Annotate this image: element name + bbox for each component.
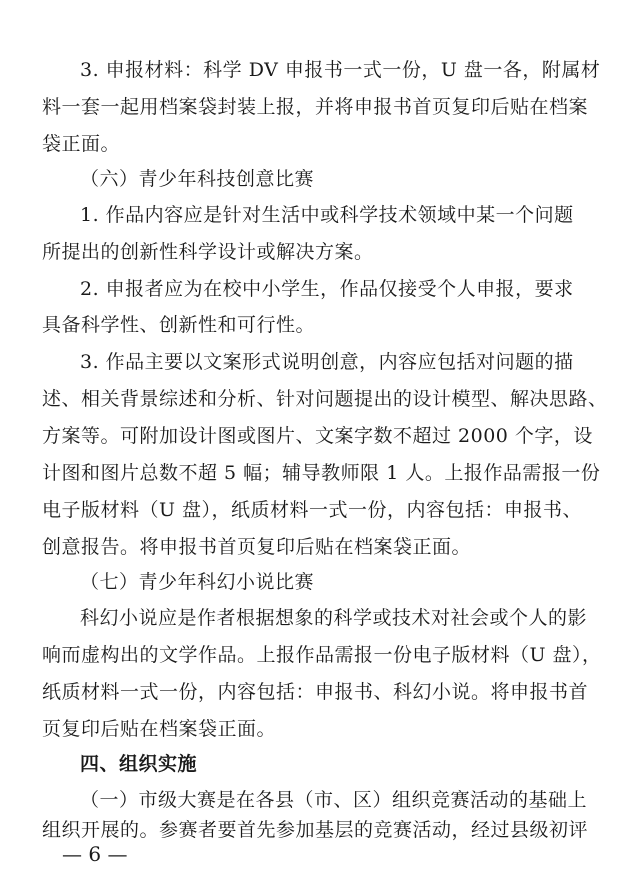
paragraph-line: 纸质材料一式一份，内容包括：申报书、科幻小说。将申报书首 [42,681,589,703]
paragraph-line: 3. 申报材料：科学 DV 申报书一式一份，U 盘一各，附属材 [80,59,601,81]
paragraph-line: 电子版材料（U 盘），纸质材料一式一份，内容包括：申报书、 [42,499,583,521]
section-heading: （七）青少年科幻小说比赛 [80,571,315,593]
paragraph-line: 料一套一起用档案袋封装上报，并将申报书首页复印后贴在档案 [42,96,589,118]
paragraph-line: 响而虚构出的文学作品。上报作品需报一份电子版材料（U 盘）， [42,644,602,666]
paragraph-line: 1. 作品内容应是针对生活中或科学技术领域中某一个问题 [80,204,574,226]
paragraph-line: 3. 作品主要以文案形式说明创意，内容应包括对问题的描 [80,351,574,373]
chapter-heading: 四、组织实施 [80,753,198,775]
paragraph-line: 具备科学性、创新性和可行性。 [42,314,316,336]
paragraph-line: 述、相关背景综述和分析、针对问题提出的设计模型、解决思路、 [42,388,608,410]
paragraph-line: 袋正面。 [42,133,121,155]
paragraph-line: 计图和图片总数不超 5 幅；辅导教师限 1 人。上报作品需报一份 [42,462,601,484]
section-heading: （六）青少年科技创意比赛 [80,168,315,190]
page-number: — 6 — [62,842,128,866]
paragraph-line: 页复印后贴在档案袋正面。 [42,718,277,740]
paragraph-line: 方案等。可附加设计图或图片、文案字数不超过 2000 个字，设 [42,425,593,447]
paragraph-line: 所提出的创新性科学设计或解决方案。 [42,241,374,263]
paragraph-line: 科幻小说应是作者根据想象的科学或技术对社会或个人的影 [80,607,588,629]
paragraph-line: （一）市级大赛是在各县（市、区）组织竞赛活动的基础上 [80,789,588,811]
paragraph-line: 2. 申报者应为在校中小学生，作品仅接受个人申报，要求 [80,278,574,300]
paragraph-line: 组织开展的。参赛者要首先参加基层的竞赛活动，经过县级初评 [42,819,589,841]
paragraph-line: 创意报告。将申报书首页复印后贴在档案袋正面。 [42,536,472,558]
